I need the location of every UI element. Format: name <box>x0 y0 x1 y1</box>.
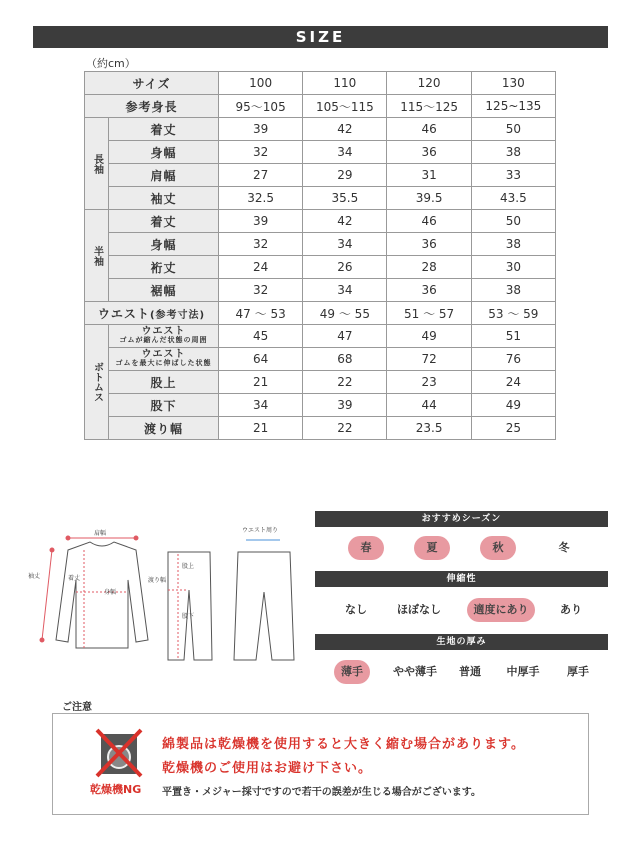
row-label: 裄丈 <box>109 256 219 279</box>
stretch-option: ほぼなし <box>397 603 441 616</box>
thickness-option: 厚手 <box>567 665 589 678</box>
table-row <box>85 371 556 394</box>
table-row <box>85 95 556 118</box>
thickness-option: 中厚手 <box>506 665 540 678</box>
row-label: 股下 <box>109 394 219 417</box>
warning-line-1: 綿製品は乾燥機を使用すると大きく縮む場合があります。 <box>162 737 525 752</box>
row-value: 22 <box>303 417 387 440</box>
row-value: 39 <box>219 210 303 233</box>
row-value: 51 <box>471 325 555 348</box>
row-value: 22 <box>303 371 387 394</box>
row-value: 49 <box>387 325 471 348</box>
row-label: 着丈 <box>109 210 219 233</box>
height-value: 125~135 <box>471 95 555 118</box>
rise-label: 股上 <box>182 563 195 570</box>
row-label-sub: ゴムが縮んだ状態の周囲 <box>119 336 208 344</box>
row-value: 31 <box>387 164 471 187</box>
row-label: 肩幅 <box>109 164 219 187</box>
season-option: 春 <box>348 536 384 560</box>
row-value: 35.5 <box>303 187 387 210</box>
season-header: おすすめシーズン <box>315 511 608 527</box>
row-value: 23 <box>387 371 471 394</box>
row-value: 36 <box>387 141 471 164</box>
row-value: 36 <box>387 279 471 302</box>
row-value: 34 <box>219 394 303 417</box>
thickness-option: やや薄手 <box>393 665 437 678</box>
row-label <box>109 325 219 348</box>
size-value: 100 <box>219 72 303 95</box>
row-value: 72 <box>387 348 471 371</box>
stretch-option: なし <box>345 603 367 616</box>
size-title-bar: SIZE <box>33 26 608 48</box>
row-value: 42 <box>303 118 387 141</box>
height-value: 95〜105 <box>219 95 303 118</box>
season-option: 秋 <box>480 536 516 560</box>
unit-note: （約cm） <box>86 57 136 70</box>
table-row <box>85 210 556 233</box>
row-value: 32 <box>219 279 303 302</box>
notice-header: ご注意 <box>62 702 92 713</box>
waist-label <box>85 302 219 325</box>
row-value: 47 <box>303 325 387 348</box>
row-value: 24 <box>219 256 303 279</box>
long-sleeve-group-label: 長袖 <box>85 118 109 210</box>
row-value: 39 <box>219 118 303 141</box>
stretch-header: 伸縮性 <box>315 571 608 587</box>
waist-value: 53 〜 59 <box>471 302 555 325</box>
table-row <box>85 279 556 302</box>
thickness-header: 生地の厚み <box>315 634 608 650</box>
row-label-sub: ゴムを最大に伸ばした状態 <box>115 359 212 367</box>
row-label-main: ウエスト <box>141 326 186 337</box>
row-value: 64 <box>219 348 303 371</box>
row-value: 34 <box>303 141 387 164</box>
row-value: 50 <box>471 118 555 141</box>
row-value: 46 <box>387 210 471 233</box>
row-value: 33 <box>471 164 555 187</box>
row-value: 26 <box>303 256 387 279</box>
row-value: 32 <box>219 141 303 164</box>
row-value: 32.5 <box>219 187 303 210</box>
row-value: 27 <box>219 164 303 187</box>
shoulder-label: 肩幅 <box>94 530 107 537</box>
stretch-option: 適度にあり <box>467 598 535 622</box>
table-row <box>85 72 556 95</box>
row-value: 21 <box>219 417 303 440</box>
row-value: 28 <box>387 256 471 279</box>
row-value: 46 <box>387 118 471 141</box>
bottoms-group-label: ボトムス <box>85 325 109 440</box>
no-dryer-icon <box>95 728 143 778</box>
row-value: 29 <box>303 164 387 187</box>
table-row <box>85 233 556 256</box>
row-label: 股上 <box>109 371 219 394</box>
table-row <box>85 394 556 417</box>
waist-value: 47 〜 53 <box>219 302 303 325</box>
row-value: 76 <box>471 348 555 371</box>
waist-label-main: ウエスト <box>97 306 150 321</box>
height-value: 105〜115 <box>303 95 387 118</box>
size-value: 110 <box>303 72 387 95</box>
row-value: 25 <box>471 417 555 440</box>
table-row <box>85 256 556 279</box>
height-value: 115〜125 <box>387 95 471 118</box>
size-label: サイズ <box>85 72 219 95</box>
row-value: 49 <box>471 394 555 417</box>
row-label: 裾幅 <box>109 279 219 302</box>
row-label: 着丈 <box>109 118 219 141</box>
row-value: 39.5 <box>387 187 471 210</box>
row-label <box>109 348 219 371</box>
width-label: 身幅 <box>104 589 117 596</box>
season-option: 夏 <box>414 536 450 560</box>
row-value: 38 <box>471 141 555 164</box>
row-value: 45 <box>219 325 303 348</box>
waist-value: 51 〜 57 <box>387 302 471 325</box>
row-value: 38 <box>471 233 555 256</box>
garment-illustration <box>28 520 308 670</box>
row-value: 44 <box>387 394 471 417</box>
waist-value: 49 〜 55 <box>303 302 387 325</box>
row-value: 42 <box>303 210 387 233</box>
size-value: 120 <box>387 72 471 95</box>
stretch-option: あり <box>560 603 582 616</box>
sleeve-label: 袖丈 <box>28 573 41 580</box>
row-value: 43.5 <box>471 187 555 210</box>
measurement-note: 平置き・メジャー採寸ですので若干の誤差が生じる場合がございます。 <box>162 787 481 798</box>
waist-around-label: ウエスト周り <box>242 527 279 534</box>
warning-line-2: 乾燥機のご使用はお避け下さい。 <box>162 761 373 776</box>
row-value: 34 <box>303 279 387 302</box>
table-row <box>85 141 556 164</box>
row-value: 38 <box>471 279 555 302</box>
waist-label-sub: (参考寸法) <box>149 309 206 321</box>
row-value: 36 <box>387 233 471 256</box>
row-value: 32 <box>219 233 303 256</box>
row-label-main: ウエスト <box>141 349 186 360</box>
table-row <box>85 118 556 141</box>
table-row <box>85 302 556 325</box>
thickness-option: 薄手 <box>334 660 370 684</box>
thickness-option: 普通 <box>459 665 481 678</box>
table-row <box>85 348 556 371</box>
size-value: 130 <box>471 72 555 95</box>
row-value: 23.5 <box>387 417 471 440</box>
length-label: 着丈 <box>68 575 81 582</box>
table-row <box>85 325 556 348</box>
row-value: 68 <box>303 348 387 371</box>
ng-label: 乾燥機NG <box>90 783 142 796</box>
row-value: 50 <box>471 210 555 233</box>
inseam-label: 股下 <box>182 613 195 620</box>
row-value: 21 <box>219 371 303 394</box>
hem-width-label: 渡り幅 <box>148 577 167 584</box>
table-row <box>85 417 556 440</box>
season-option: 冬 <box>558 541 570 554</box>
table-row <box>85 164 556 187</box>
row-label: 身幅 <box>109 141 219 164</box>
row-value: 39 <box>303 394 387 417</box>
height-label: 参考身長 <box>85 95 219 118</box>
size-table <box>84 71 556 440</box>
row-label: 袖丈 <box>109 187 219 210</box>
row-value: 30 <box>471 256 555 279</box>
row-value: 34 <box>303 233 387 256</box>
short-sleeve-group-label: 半袖 <box>85 210 109 302</box>
row-label: 渡り幅 <box>109 417 219 440</box>
table-row <box>85 187 556 210</box>
row-value: 24 <box>471 371 555 394</box>
row-label: 身幅 <box>109 233 219 256</box>
